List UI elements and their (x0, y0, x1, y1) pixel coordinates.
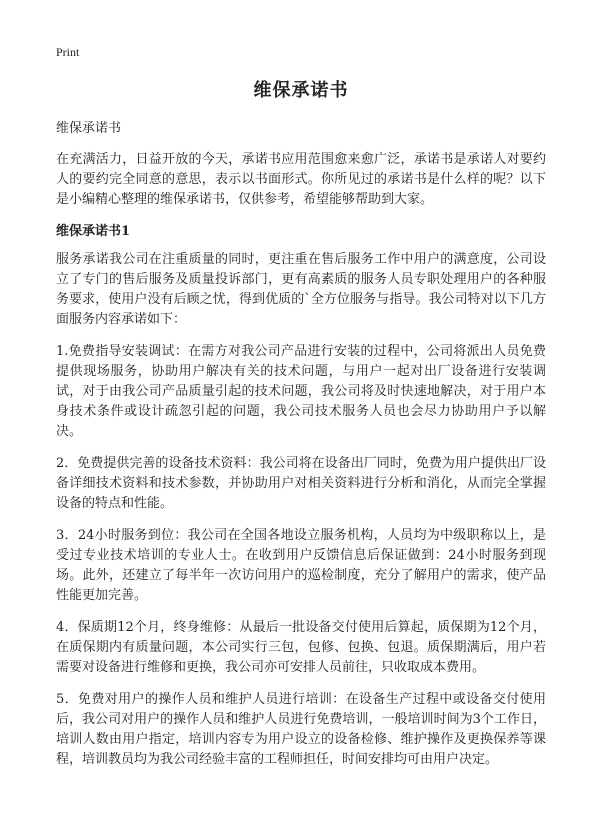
document-title: 维保承诺书 (253, 80, 349, 101)
intro-paragraph: 在充满活力，日益开放的今天，承诺书应用范围愈来愈广泛，承诺书是承诺人对要约人的要约完全同意的意思，表示以书面形式。你所见过的承诺书是什么样的呢？以下是小编精心整理的维保承诺书，仅供参考，希望能够帮助到大家。 (56, 152, 546, 207)
paragraph-item-4: 4．保质期12个月，终身维修：从最后一批设备交付使用后算起，质保期为12个月，在质保期内有质量问题，本公司实行三包，包修、包换、包退。质保期满后，用户若需要对设备进行维修和更换，我公司亦可安排人员前往，只收取成本费用。 (56, 620, 546, 675)
paragraph-item-2: 2．免费提供完善的设备技术资料：我公司将在设备出厂同时，免费为用户提供出厂设备详细技术资料和技术参数，并协助用户对相关资料进行分析和消化，从而完全掌握设备的特点和性能。 (56, 456, 546, 511)
paragraph-item-5: 5．免费对用户的操作人员和维护人员进行培训：在设备生产过程中或设备交付使用后，我公司对用户的操作人员和维护人员进行免费培训，一般培训时间为3个工作日，培训人数由用户指定，培训内容专为用户设立的设备检修、维护操作及更换保养等课程，培训教员均为我公司经验丰富的工程师担任，时间安排均可由用户决定。 (56, 692, 546, 767)
document-subtitle: 维保承诺书 (56, 121, 122, 136)
paragraph-item-1: 1.免费指导安装调试：在需方对我公司产品进行安装的过程中，公司将派出人员免费 提供现场服务，协助用户解决有关的技术问题，与用户一起对出厂设备进行安装调试，对于由我公司产品质量引起的技术问题，我公司将及时快速地解决，对于用户本身技术条件或设计疏忽引起的问题，我公司技术服务人员也会尽力协助用户予以解决。 (56, 344, 546, 439)
paragraph-service-commitment: 服务承诺我公司在注重质量的同时，更注重在售后服务工作中用户的满意度，公司设立了专门的售后服务及质量投诉部门，更有高素质的服务人员专职处理用户的各种服务要求，使用户没有后顾之忧，得到优质的`全方位服务与指导。我公司特对以下几方面服务内容承诺如下： (56, 252, 546, 327)
document-body (56, 80, 546, 782)
section-heading: 维保承诺书1 (56, 224, 131, 239)
paragraph-item-3: 3．24小时服务到位：我公司在全国各地设立服务机构，人员均为中级职称以上，是受过专业技术培训的专业人士。在收到用户反馈信息后保证做到：24小时服务到现场。此外，还建立了每半年一次访问用户的巡检制度，充分了解用户的需求，使产品性能更加完善。 (56, 528, 546, 603)
print-link[interactable]: Print (56, 45, 80, 59)
